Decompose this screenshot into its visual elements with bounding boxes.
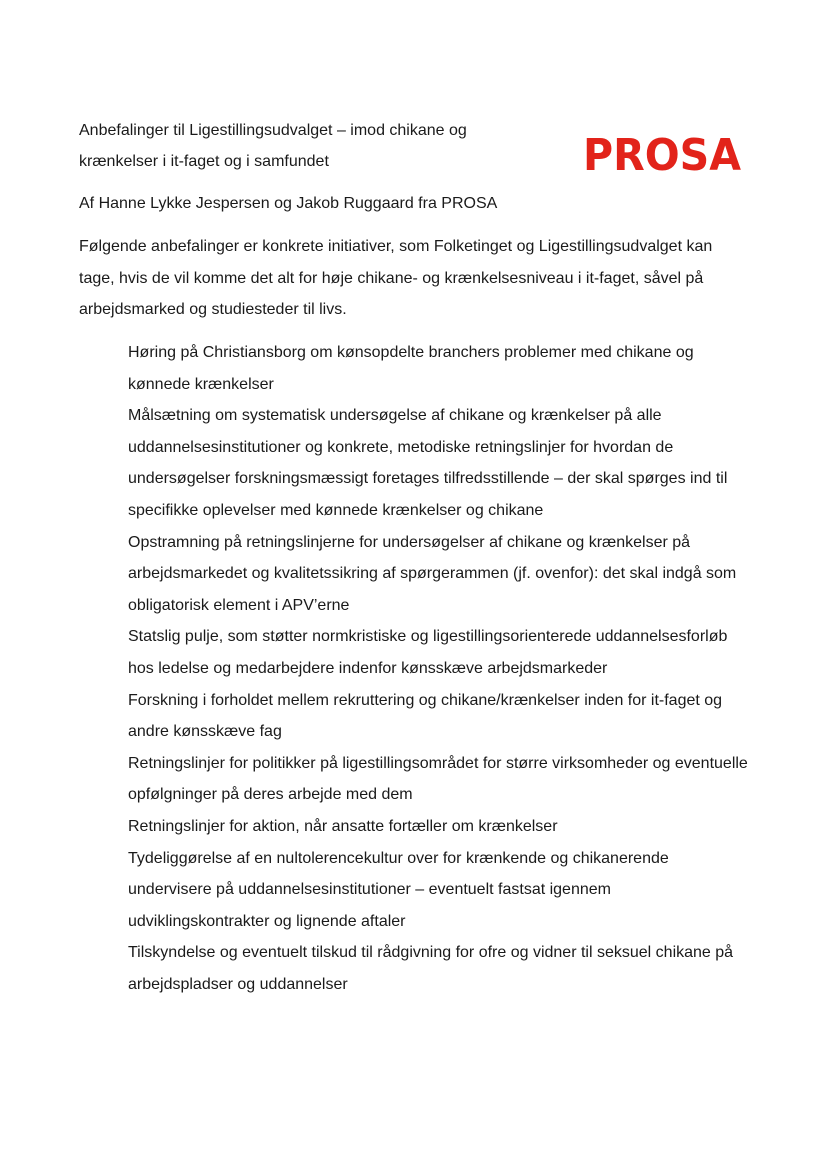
recommendation-item: Tilskyndelse og eventuelt tilskud til rådgivning for ofre og vidner til seksuel chikane på arbejdspladser og uddannelser [128, 944, 734, 993]
prosa-logo [583, 128, 741, 176]
document-title: Anbefalinger til Ligestillingsudvalget – imod chikane og krænkelser i it-faget og i samfundet [79, 122, 467, 170]
logo-wordmark: PROSA [583, 130, 741, 176]
recommendation-item: Retningslinjer for politikker på ligestillingsområdet for større virksomheder og eventuelle opfølgninger på deres arbejde med dem [128, 754, 748, 804]
authors-line: Af Hanne Lykke Jespersen og Jakob Ruggaard fra PROSA [79, 195, 498, 212]
intro-paragraph: Følgende anbefalinger er konkrete initiativer, som Folketinget og Ligestillingsudvalget kan tage, hvis de vil komme det alt for høje chikane- og krænkelsesniveau i it-faget, såvel på arbejdsmarked og studiesteder til livs. [79, 238, 713, 318]
recommendation-item: Målsætning om systematisk undersøgelse af chikane og krænkelser på alle uddannelsesinstitutioner og konkrete, metodiske retningslinjer for hvordan de undersøgelser forskningsmæssigt foretages tilfredsstillende – der skal spørges ind til specifikke oplevelser med kønnede krænkelser og chikane [128, 407, 728, 519]
recommendation-item: Høring på Christiansborg om kønsopdelte branchers problemer med chikane og kønnede krænkelser [128, 344, 694, 393]
recommendation-item: Forskning i forholdet mellem rekruttering og chikane/krænkelser inden for it-faget og andre kønsskæve fag [128, 691, 723, 741]
recommendations-list [128, 337, 748, 1000]
recommendation-item: Statslig pulje, som støtter normkristiske og ligestillingsorienterede uddannelsesforløb hos ledelse og medarbejdere indenfor kønsskæve arbejdsmarkeder [128, 628, 728, 677]
recommendation-item: Opstramning på retningslinjerne for undersøgelser af chikane og krænkelser på arbejdsmarkedet og kvalitetssikring af spørgerammen (jf. ovenfor): det skal indgå som obligatorisk element i APV’erne [128, 533, 737, 614]
recommendation-item: Retningslinjer for aktion, når ansatte fortæller om krænkelser [128, 817, 558, 835]
recommendation-item: Tydeliggørelse af en nultolerencekultur over for krænkende og chikanerende undervisere på uddannelsesinstitutioner – eventuelt fastsat igennem udviklingskontrakter og lignende aftaler [128, 849, 669, 930]
